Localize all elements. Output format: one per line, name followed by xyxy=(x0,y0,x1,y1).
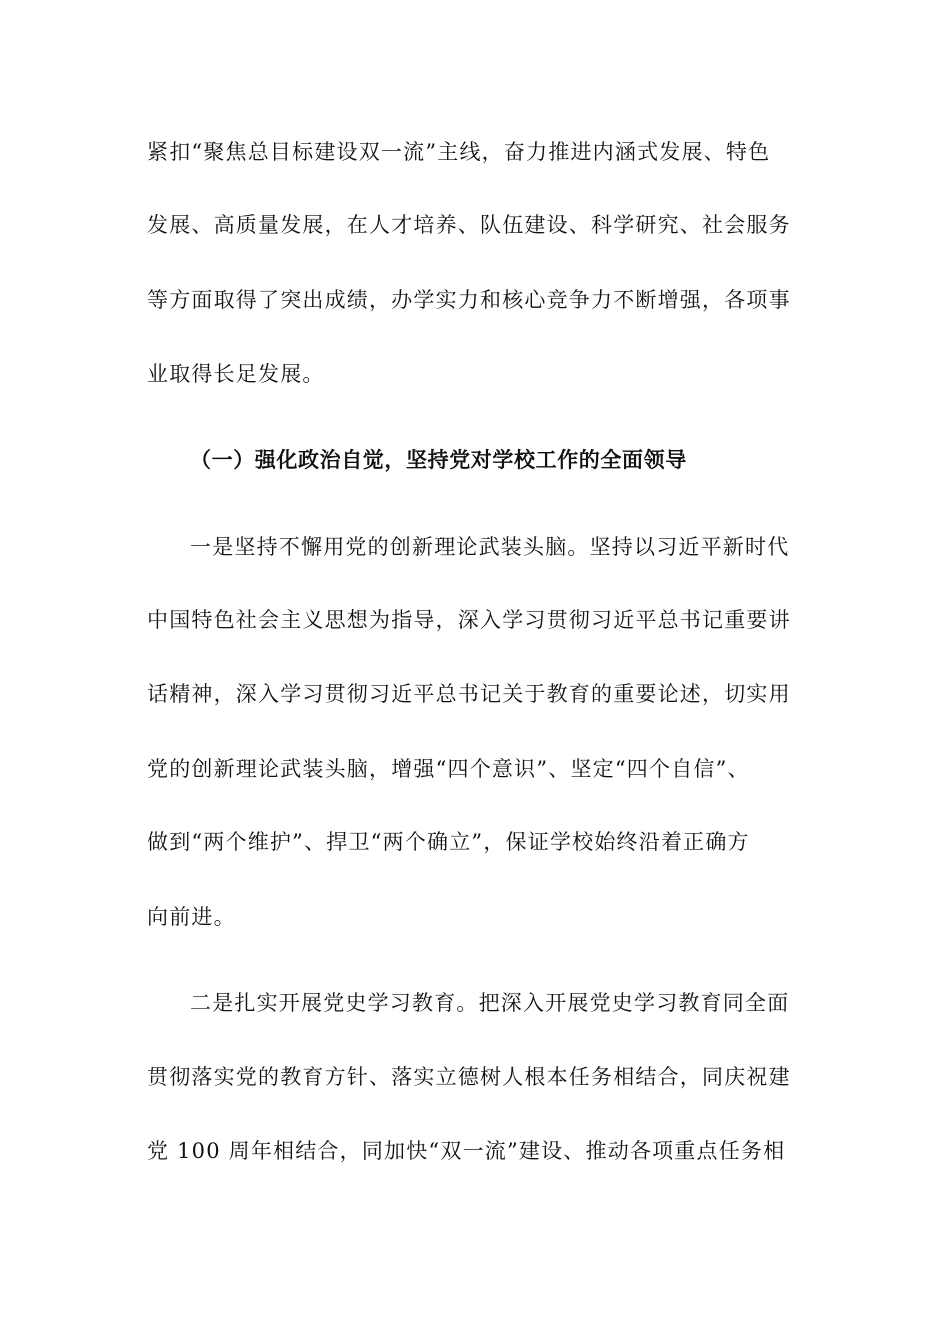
paragraph-line: 中国特色社会主义思想为指导，深入学习贯彻习近平总书记重要讲 xyxy=(147,608,791,632)
paragraph-line: 等方面取得了突出成绩，办学实力和核心竞争力不断增强，各项事 xyxy=(147,288,791,312)
paragraph-line: 二是扎实开展党史学习教育。把深入开展党史学习教育同全面 xyxy=(190,991,790,1015)
paragraph-line: 紧扣“聚焦总目标建设双一流”主线，奋力推进内涵式发展、特色 xyxy=(147,140,771,164)
paragraph-line: 做到“两个维护”、捍卫“两个确立”，保证学校始终沿着正确方 xyxy=(147,830,750,854)
section-heading: （一）强化政治自觉，坚持党对学校工作的全面领导 xyxy=(190,447,687,472)
paragraph-line: 向前进。 xyxy=(147,905,236,929)
paragraph-line: 业取得长足发展。 xyxy=(147,362,325,386)
paragraph-line: 一是坚持不懈用党的创新理论武装头脑。坚持以习近平新时代 xyxy=(190,535,790,559)
paragraph-line: 党 100 周年相结合，同加快“双一流”建设、推动各项重点任务相 xyxy=(147,1139,786,1163)
paragraph-line: 党的创新理论武装头脑，增强“四个意识”、坚定“四个自信”、 xyxy=(147,757,750,781)
paragraph-line: 发展、高质量发展，在人才培养、队伍建设、科学研究、社会服务 xyxy=(147,213,791,237)
paragraph-line: 贯彻落实党的教育方针、落实立德树人根本任务相结合，同庆祝建 xyxy=(147,1065,791,1089)
paragraph-line: 话精神，深入学习贯彻习近平总书记关于教育的重要论述，切实用 xyxy=(147,682,791,706)
